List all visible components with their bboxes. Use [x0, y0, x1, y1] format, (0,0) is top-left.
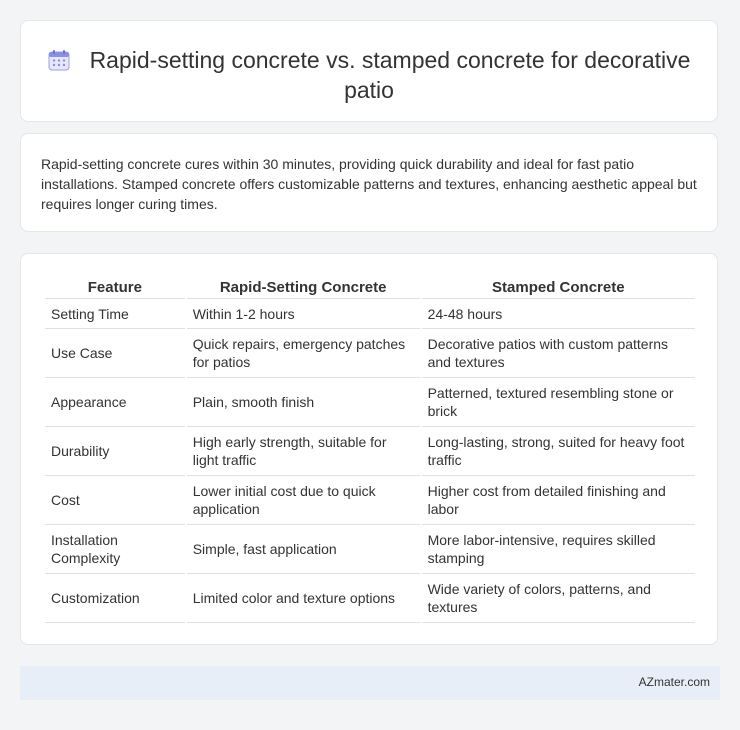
table-row: [45, 427, 695, 476]
rapid-cell: Limited color and texture options: [187, 574, 420, 623]
stamped-cell: 24-48 hours: [422, 299, 695, 329]
feature-cell: Appearance: [45, 378, 185, 427]
header-feature: Feature: [45, 276, 185, 299]
comparison-card: [20, 253, 718, 645]
rapid-cell: High early strength, suitable for light traffic: [187, 427, 420, 476]
feature-cell: Cost: [45, 476, 185, 525]
stamped-cell: Long-lasting, strong, suited for heavy foot traffic: [422, 427, 695, 476]
summary-card: [20, 133, 718, 232]
summary-text: Rapid-setting concrete cures within 30 minutes, providing quick durability and ideal for fast patio installations. Stamped concrete offers customizable patterns and textures, enhancing aesthetic appeal but requires longer curing times.: [41, 156, 697, 212]
feature-cell: Durability: [45, 427, 185, 476]
page-title-wrap: [21, 45, 717, 105]
calendar-icon: [48, 49, 70, 71]
stamped-cell: Decorative patios with custom patterns and textures: [422, 329, 695, 378]
comparison-table: [43, 276, 697, 623]
page-title: Rapid-setting concrete vs. stamped concrete for decorative patio: [89, 47, 691, 103]
header-stamped: Stamped Concrete: [422, 276, 695, 299]
footer-brand: AZmater.com: [638, 675, 710, 689]
rapid-cell: Within 1-2 hours: [187, 299, 420, 329]
rapid-cell: Simple, fast application: [187, 525, 420, 574]
header-rapid-setting: Rapid-Setting Concrete: [187, 276, 420, 299]
feature-cell: Installation Complexity: [45, 525, 185, 574]
rapid-cell: Quick repairs, emergency patches for patios: [187, 329, 420, 378]
table-row: [45, 329, 695, 378]
stamped-cell: Patterned, textured resembling stone or brick: [422, 378, 695, 427]
stamped-cell: Higher cost from detailed finishing and labor: [422, 476, 695, 525]
feature-cell: Customization: [45, 574, 185, 623]
footer-bar: [20, 666, 720, 700]
feature-cell: Use Case: [45, 329, 185, 378]
table-row: [45, 299, 695, 329]
feature-cell: Setting Time: [45, 299, 185, 329]
table-row: [45, 525, 695, 574]
table-header-row: [45, 276, 695, 299]
table-row: [45, 378, 695, 427]
title-card: [20, 20, 718, 122]
stamped-cell: Wide variety of colors, patterns, and textures: [422, 574, 695, 623]
stamped-cell: More labor-intensive, requires skilled stamping: [422, 525, 695, 574]
rapid-cell: Plain, smooth finish: [187, 378, 420, 427]
table-row: [45, 476, 695, 525]
table-row: [45, 574, 695, 623]
rapid-cell: Lower initial cost due to quick application: [187, 476, 420, 525]
